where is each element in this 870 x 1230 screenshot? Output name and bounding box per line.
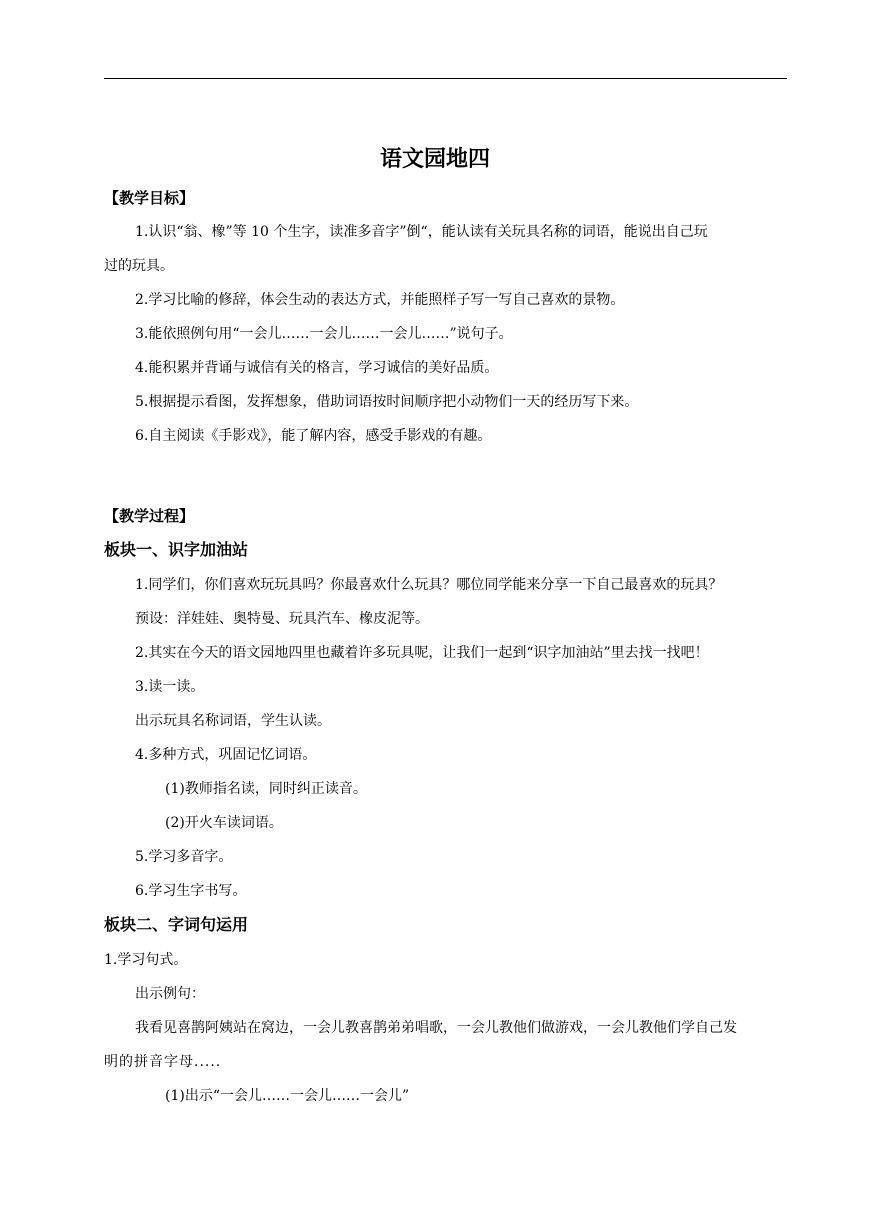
block2-line: 1.学习句式。: [104, 952, 188, 968]
block1-line: 预设：洋娃娃、奥特曼、玩具汽车、橡皮泥等。: [135, 611, 429, 627]
goal-line-4: 4.能积累并背诵与诚信有关的格言，学习诚信的美好品质。: [135, 360, 499, 376]
block2-title: 板块二、字词句运用: [104, 915, 249, 934]
goal-line-1: 1.认识“翁、橡”等 10 个生字，读准多音字”倒“，能认读有关玩具名称的词语，能说出自己玩: [135, 224, 708, 240]
goal-line-2: 2.学习比喻的修辞，体会生动的表达方式，并能照样子写一写自己喜欢的景物。: [135, 292, 625, 308]
goal-line-5: 5.根据提示看图，发挥想象，借助词语按时间顺序把小动物们一天的经历写下来。: [135, 394, 639, 410]
goal-line-1-cont: 过的玩具。: [104, 258, 174, 274]
block1-line: 3.读一读。: [135, 679, 205, 695]
goals-heading: 【教学目标】: [104, 189, 195, 207]
page-title: 语文园地四: [379, 147, 490, 172]
block1-line: 2.其实在今天的语文园地四里也藏着许多玩具呢，让我们一起到“识字加油站”里去找一找吧！: [135, 645, 709, 661]
block1-line: 6.学习生字书写。: [135, 883, 247, 899]
example-sentence: 我看见喜鹊阿姨站在窝边，一会儿教喜鹊弟弟唱歌，一会儿教他们做游戏，一会儿教他们学自己发: [135, 1020, 737, 1036]
block1-line: 4.多种方式，巩固记忆词语。: [135, 747, 317, 763]
block1-line: 5.学习多音字。: [135, 849, 233, 865]
block1-line: 出示玩具名称词语，学生认读。: [135, 713, 331, 729]
goal-line-6: 6.自主阅读《手影戏》，能了解内容，感受手影戏的有趣。: [135, 428, 492, 444]
block1-line: 1.同学们，你们喜欢玩玩具吗？你最喜欢什么玩具？哪位同学能来分享一下自己最喜欢的玩具？: [135, 577, 723, 593]
block1-title: 板块一、识字加油站: [104, 540, 249, 559]
block2-line: 出示例句：: [135, 986, 205, 1002]
block1-subline: (2)开火车读词语。: [165, 815, 283, 831]
example-sentence-cont: 明的拼音字母.....: [104, 1054, 222, 1070]
goal-line-3: 3.能依照例句用“一会儿……一会儿……一会儿……”说句子。: [135, 326, 513, 342]
process-heading: 【教学过程】: [104, 507, 195, 525]
header-rule: [104, 78, 787, 79]
block2-subline: (1)出示“一会儿……一会儿……一会儿”: [165, 1088, 410, 1104]
block1-subline: (1)教师指名读，同时纠正读音。: [165, 781, 367, 797]
